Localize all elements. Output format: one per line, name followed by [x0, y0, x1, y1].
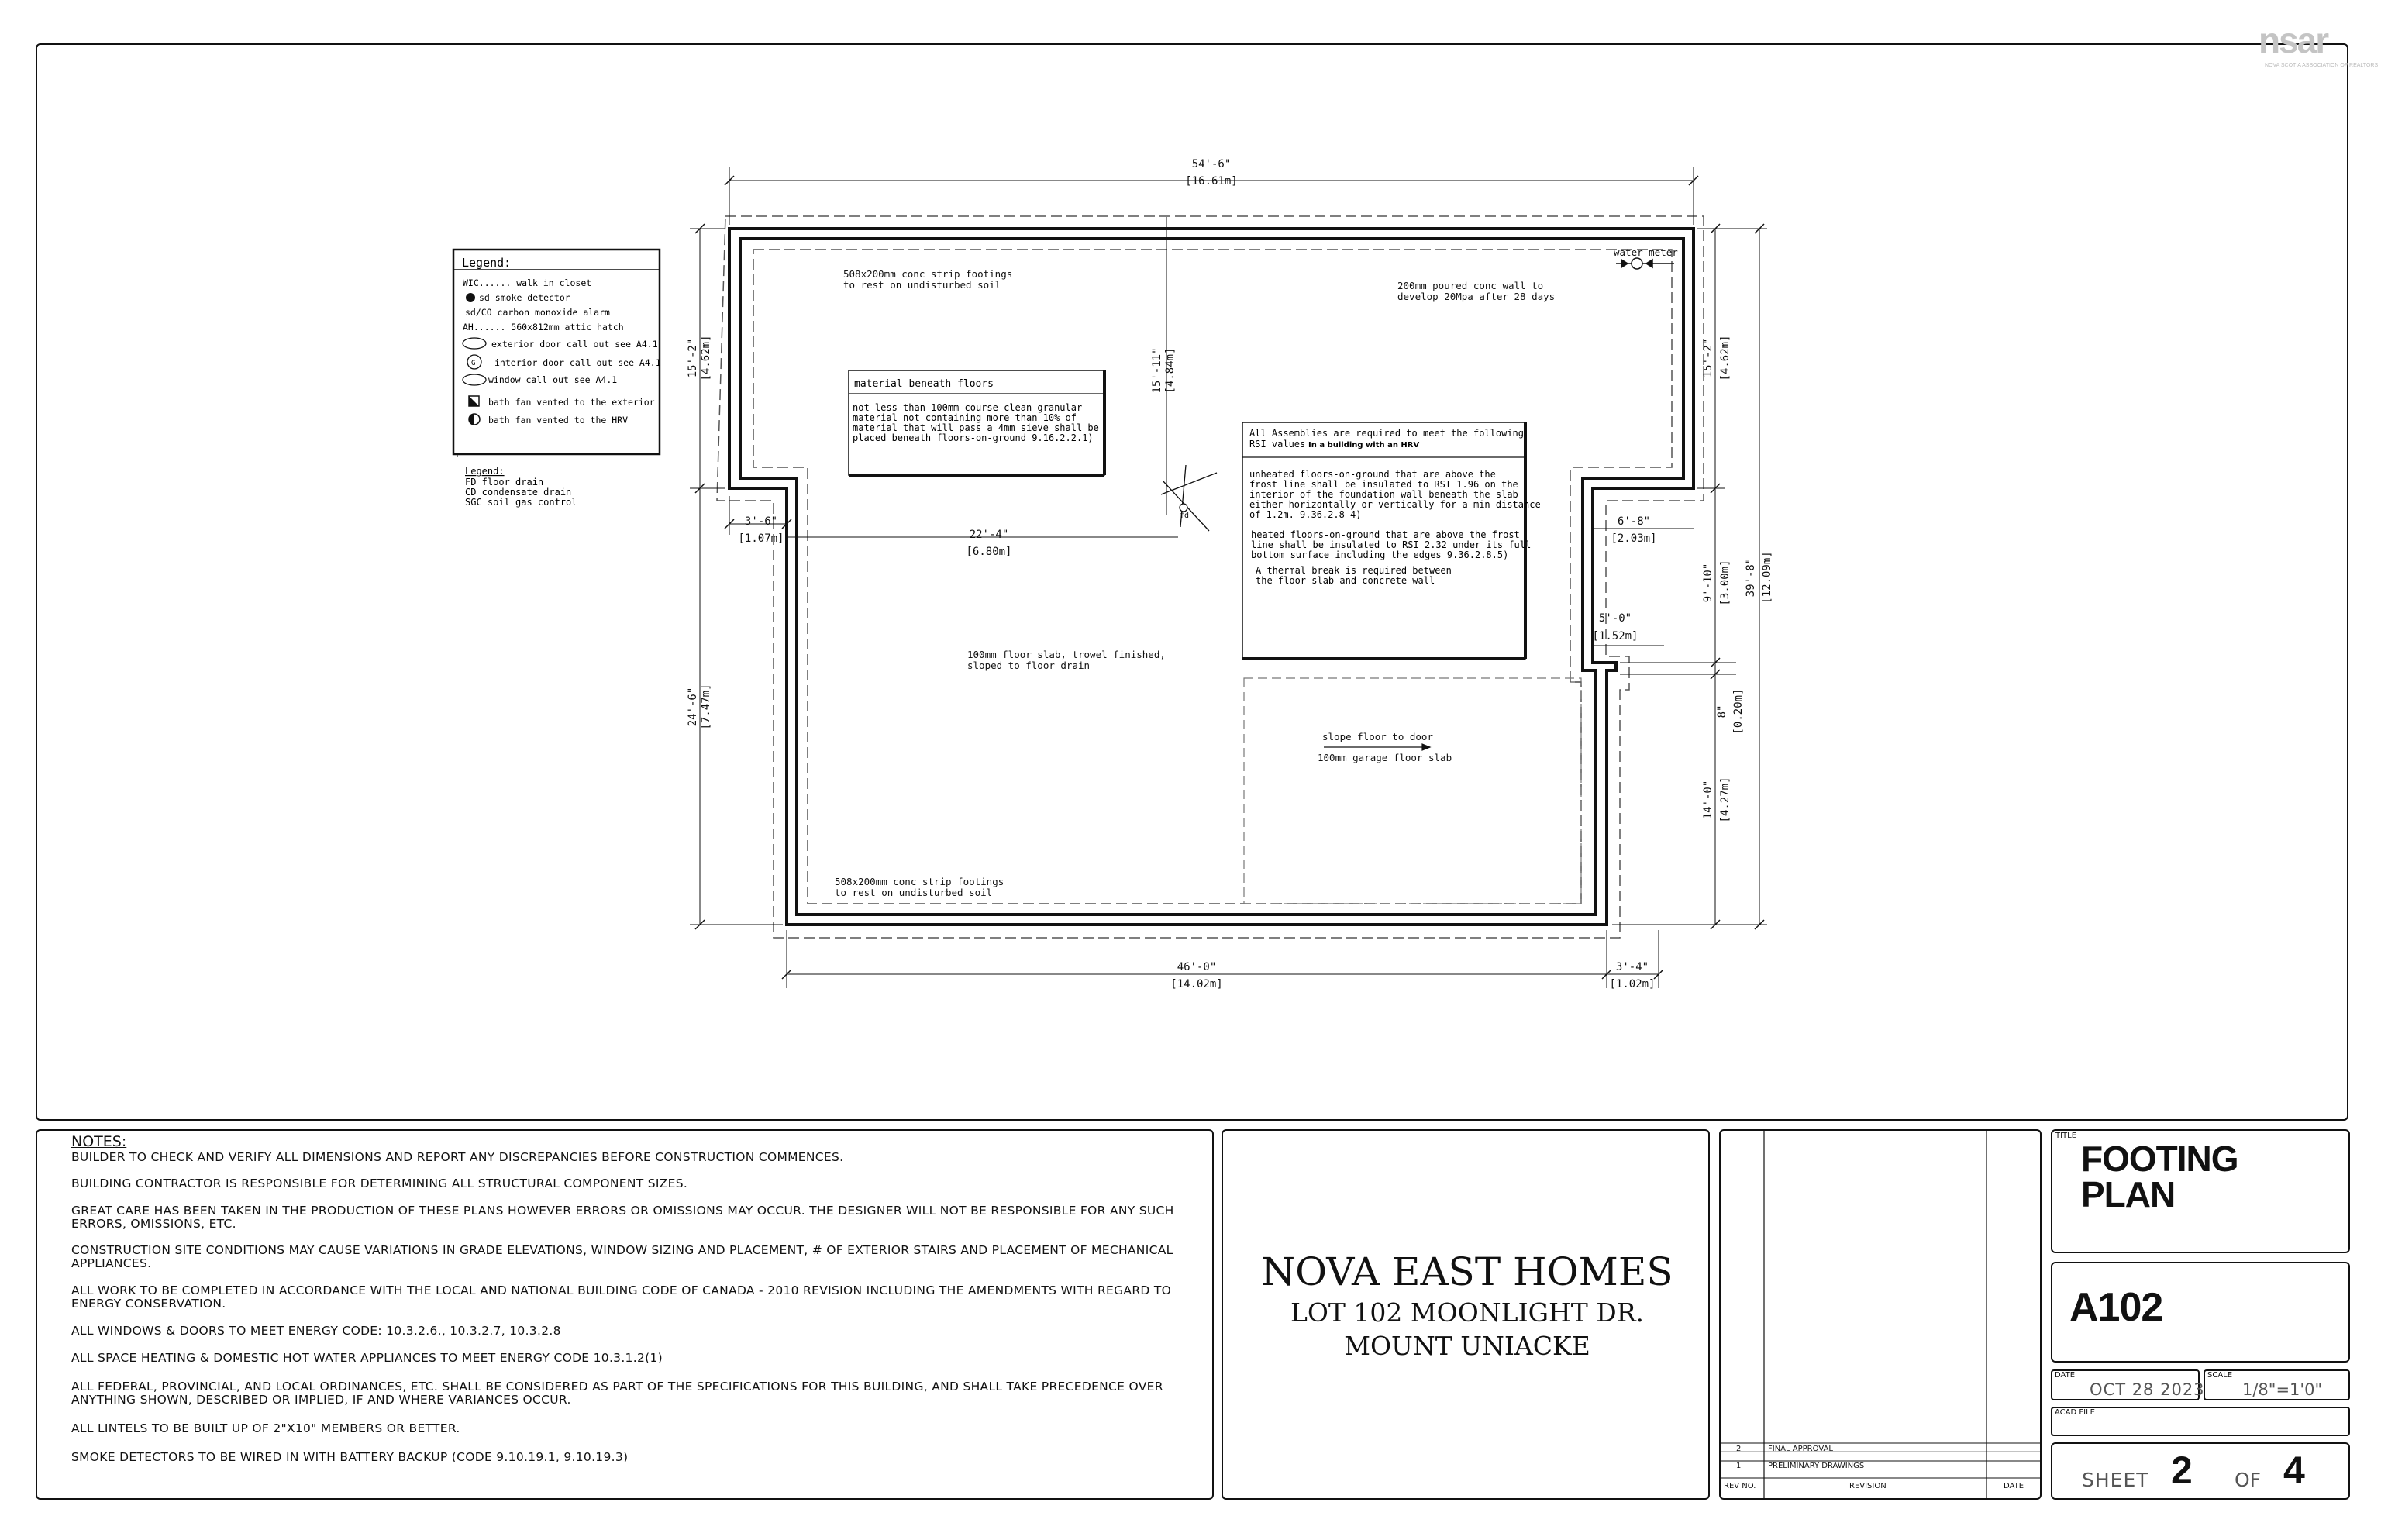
floor-drain-icon	[1161, 465, 1217, 531]
legend-item: interior door call out see A4.1	[494, 357, 661, 368]
note-item: ALL WORK TO BE COMPLETED IN ACCORDANCE WITH THE LOCAL AND NATIONAL BUILDING CODE OF CANADA - 2010 REVISION INCLUDING THE AMENDMENTS WITH REGARD TO ENERGY CONSERVATION.	[71, 1283, 1172, 1311]
rsi-text: either horizontally or vertically for a min distance	[1249, 499, 1541, 510]
note-item: SMOKE DETECTORS TO BE WIRED IN WITH BATTERY BACKUP (CODE 9.10.19.1, 9.10.19.3)	[71, 1450, 629, 1464]
note-item: ALL FEDERAL, PROVINCIAL, AND LOCAL ORDINANCES, ETC. SHALL BE CONSIDERED AS PART OF THE SPECIFICATIONS FOR THIS BUILDING, AND SHALL TAKE PRECEDENCE OVER ANYTHING SHOWN, DESCRIBED OR IMPLIED, IF AND WHERE VARIANCES OCCUR.	[71, 1380, 1163, 1407]
legend-box	[453, 250, 661, 508]
dim-center-v: 15'-11"	[1151, 347, 1163, 394]
water-meter-icon	[1616, 258, 1674, 269]
rsi-text: unheated floors-on-ground that are above the	[1249, 469, 1496, 480]
dim-right-bottom-m: [4.27m]	[1719, 777, 1731, 823]
rsi-text: frost line shall be insulated to RSI 1.96 on the	[1249, 479, 1518, 490]
legend-sub-item: SGC soil gas control	[465, 497, 577, 508]
material-text: material that will pass a 4mm sieve shall be	[853, 422, 1099, 433]
sheet-total: 4	[2283, 1449, 2305, 1492]
rsi-text: A thermal break is required between	[1256, 565, 1452, 576]
rsi-text: heated floors-on-ground that are above the frost	[1251, 529, 1520, 540]
garage-note: 100mm garage floor slab	[1318, 752, 1452, 763]
footing-note-top: 508x200mm conc strip footings	[843, 268, 1013, 280]
rev-col-date: DATE	[2004, 1482, 2024, 1490]
dim-mid-m: [6.80m]	[966, 546, 1012, 558]
dim-center-v-m: [4.84m]	[1164, 347, 1177, 394]
title-line2: PLAN	[2081, 1174, 2176, 1214]
legend-item: AH...... 560x812mm attic hatch	[463, 322, 624, 332]
foundation-wall	[717, 216, 1704, 938]
scale-label: SCALE	[2207, 1371, 2233, 1380]
dim-right-top: 15'-2"	[1702, 338, 1714, 378]
dim-left-bottom: 24'-6"	[687, 687, 699, 727]
footing-note-bottom: to rest on undisturbed soil	[835, 887, 993, 898]
title-label: TITLE	[2055, 1132, 2077, 1140]
slope-note: slope floor to door	[1322, 731, 1433, 742]
footing-note-bottom: 508x200mm conc strip footings	[835, 876, 1004, 887]
date-label: DATE	[2055, 1371, 2076, 1380]
dim-right-notch: 6'-8"	[1617, 515, 1651, 528]
window-tag-icon	[463, 374, 486, 385]
material-text: placed beneath floors-on-ground 9.16.2.2.1)	[853, 432, 1094, 443]
slab-note: 100mm floor slab, trowel finished,	[967, 649, 1166, 660]
rev-desc: FINAL APPROVAL	[1768, 1445, 1833, 1453]
legend-item: sd smoke detector	[479, 292, 570, 303]
wall-note: 200mm poured conc wall to	[1397, 280, 1544, 291]
notes-title: NOTES:	[71, 1133, 127, 1150]
material-text: material not containing more than 10% of	[853, 412, 1077, 423]
sheet-id: A102	[2069, 1285, 2163, 1330]
dim-right-mid-m: [3.00m]	[1719, 560, 1731, 606]
slab-note: sloped to floor drain	[967, 660, 1091, 671]
water-meter-label: water meter	[1614, 246, 1678, 258]
dim-left-top-m: [4.62m]	[700, 335, 712, 381]
dim-top: 54'-6"	[1191, 158, 1232, 171]
rsi-text: of 1.2m. 9.36.2.8 4)	[1249, 509, 1362, 520]
rsi-text: interior of the foundation wall beneath the slab	[1249, 489, 1518, 500]
scale-value: 1/8"=1'0"	[2242, 1380, 2323, 1399]
dim-right-total: 39'-8"	[1745, 557, 1757, 598]
legend-sub-title: Legend:	[465, 466, 505, 477]
note-item: GREAT CARE HAS BEEN TAKEN IN THE PRODUCTION OF THESE PLANS HOWEVER ERRORS OR OMISSIONS MAY OCCUR. THE DESIGNER WILL NOT BE RESPONSIBLE FOR ANY SUCH ERRORS, OMISSIONS, ETC.	[71, 1204, 1174, 1231]
legend-item: WIC...... walk in closet	[463, 277, 592, 288]
dim-bottom: 46'-0"	[1177, 961, 1217, 973]
material-title: material beneath floors	[854, 378, 994, 390]
dim-right-bottom: 14'-0"	[1702, 780, 1714, 820]
dim-right-total-m: [12.09m]	[1761, 551, 1773, 604]
dimension-ticks	[695, 176, 1764, 979]
company-lot: LOT 102 MOONLIGHT DR.	[1290, 1297, 1645, 1328]
dim-step-m: [1.52m]	[1592, 630, 1638, 643]
acad-label: ACAD FILE	[2055, 1408, 2095, 1417]
rsi-text: bottom surface including the edges 9.36.2.8.5)	[1251, 550, 1509, 560]
rev-no: 2	[1736, 1445, 1742, 1453]
rsi-title-bold: In a building with an HRV	[1308, 441, 1420, 450]
legend-title: Legend:	[462, 256, 512, 270]
company-location: MOUNT UNIACKE	[1344, 1331, 1590, 1361]
rsi-text: line shall be insulated to RSI 2.32 under its full	[1251, 539, 1532, 550]
note-item: BUILDING CONTRACTOR IS RESPONSIBLE FOR DETERMINING ALL STRUCTURAL COMPONENT SIZES.	[71, 1177, 688, 1190]
dim-notch-left-m: [1.07m]	[738, 532, 784, 545]
sheet-word: SHEET	[2082, 1469, 2149, 1491]
legend-item: bath fan vented to the HRV	[488, 415, 629, 425]
dim-bottom-right-m: [1.02m]	[1609, 978, 1656, 990]
dim-step: 5'-0"	[1598, 612, 1632, 625]
dim-notch-left: 3'-6"	[744, 515, 778, 528]
smoke-detector-icon	[466, 293, 475, 302]
legend-sub-item: FD floor drain	[465, 477, 544, 487]
dim-left-bottom-m: [7.47m]	[700, 684, 712, 730]
rev-col-rev: REVISION	[1849, 1482, 1887, 1490]
rsi-title: RSI values	[1249, 439, 1306, 450]
material-text: not less than 100mm course clean granular	[853, 402, 1083, 413]
wall-note: develop 20Mpa after 28 days	[1397, 291, 1556, 302]
rev-desc: PRELIMINARY DRAWINGS	[1768, 1462, 1865, 1470]
note-item: ALL WINDOWS & DOORS TO MEET ENERGY CODE: 10.3.2.6., 10.3.2.7, 10.3.2.8	[71, 1324, 561, 1338]
note-item: CONSTRUCTION SITE CONDITIONS MAY CAUSE VARIATIONS IN GRADE ELEVATIONS, WINDOW SIZING AND PLACEMENT, # OF EXTERIOR STAIRS AND PLACEMENT OF MECHANICAL APPLIANCES.	[71, 1243, 1173, 1270]
dim-bottom-m: [14.02m]	[1170, 978, 1223, 990]
acad-box	[2051, 1407, 2350, 1436]
dim-top-m: [16.61m]	[1185, 175, 1238, 188]
dim-right-notch-m: [2.03m]	[1611, 532, 1657, 545]
title-line1: FOOTING	[2081, 1139, 2238, 1179]
fd-label: fd	[1180, 512, 1190, 520]
legend-sub-item: CD condensate drain	[465, 487, 572, 498]
exterior-door-tag-icon	[463, 338, 486, 349]
material-note-box	[849, 370, 1104, 475]
logo-caption: NOVA SCOTIA ASSOCIATION OF REALTORS	[2265, 63, 2378, 68]
legend-item: window call out see A4.1	[488, 374, 618, 385]
company-name: NOVA EAST HOMES	[1261, 1249, 1673, 1294]
legend-item: bath fan vented to the exterior	[488, 397, 655, 408]
note-item: BUILDER TO CHECK AND VERIFY ALL DIMENSIONS AND REPORT ANY DISCREPANCIES BEFORE CONSTRUCTION COMMENCES.	[71, 1150, 844, 1164]
rsi-text: the floor slab and concrete wall	[1256, 575, 1435, 586]
of-word: OF	[2235, 1469, 2262, 1491]
note-item: ALL LINTELS TO BE BUILT UP OF 2"X10" MEMBERS OR BETTER.	[71, 1421, 460, 1435]
date-value: OCT 28 2023	[2090, 1380, 2205, 1399]
rev-col-no: REV NO.	[1724, 1482, 1756, 1490]
legend-item: exterior door call out see A4.1	[491, 339, 658, 350]
dim-right-mid: 9'-10"	[1702, 563, 1714, 603]
rev-no: 1	[1736, 1462, 1742, 1470]
rsi-note-box	[1242, 422, 1541, 659]
slope-arrow-icon	[1324, 744, 1430, 750]
logo-mark: nsar	[2259, 20, 2328, 60]
dim-bottom-right: 3'-4"	[1615, 961, 1649, 973]
dim-left-top: 15'-2"	[687, 338, 699, 378]
sheet-no: 2	[2171, 1449, 2193, 1492]
dim-8: 8"	[1716, 705, 1728, 718]
svg-text:G: G	[471, 360, 476, 367]
rsi-title: All Assemblies are required to meet the following	[1249, 428, 1525, 439]
dim-mid: 22'-4"	[969, 529, 1009, 541]
legend-item: sd/CO carbon monoxide alarm	[465, 307, 610, 318]
dim-right-top-m: [4.62m]	[1719, 335, 1731, 381]
dim-8-m: [0.20m]	[1732, 688, 1745, 735]
note-item: ALL SPACE HEATING & DOMESTIC HOT WATER APPLIANCES TO MEET ENERGY CODE 10.3.1.2(1)	[71, 1351, 663, 1365]
footing-note-top: to rest on undisturbed soil	[843, 279, 1001, 291]
